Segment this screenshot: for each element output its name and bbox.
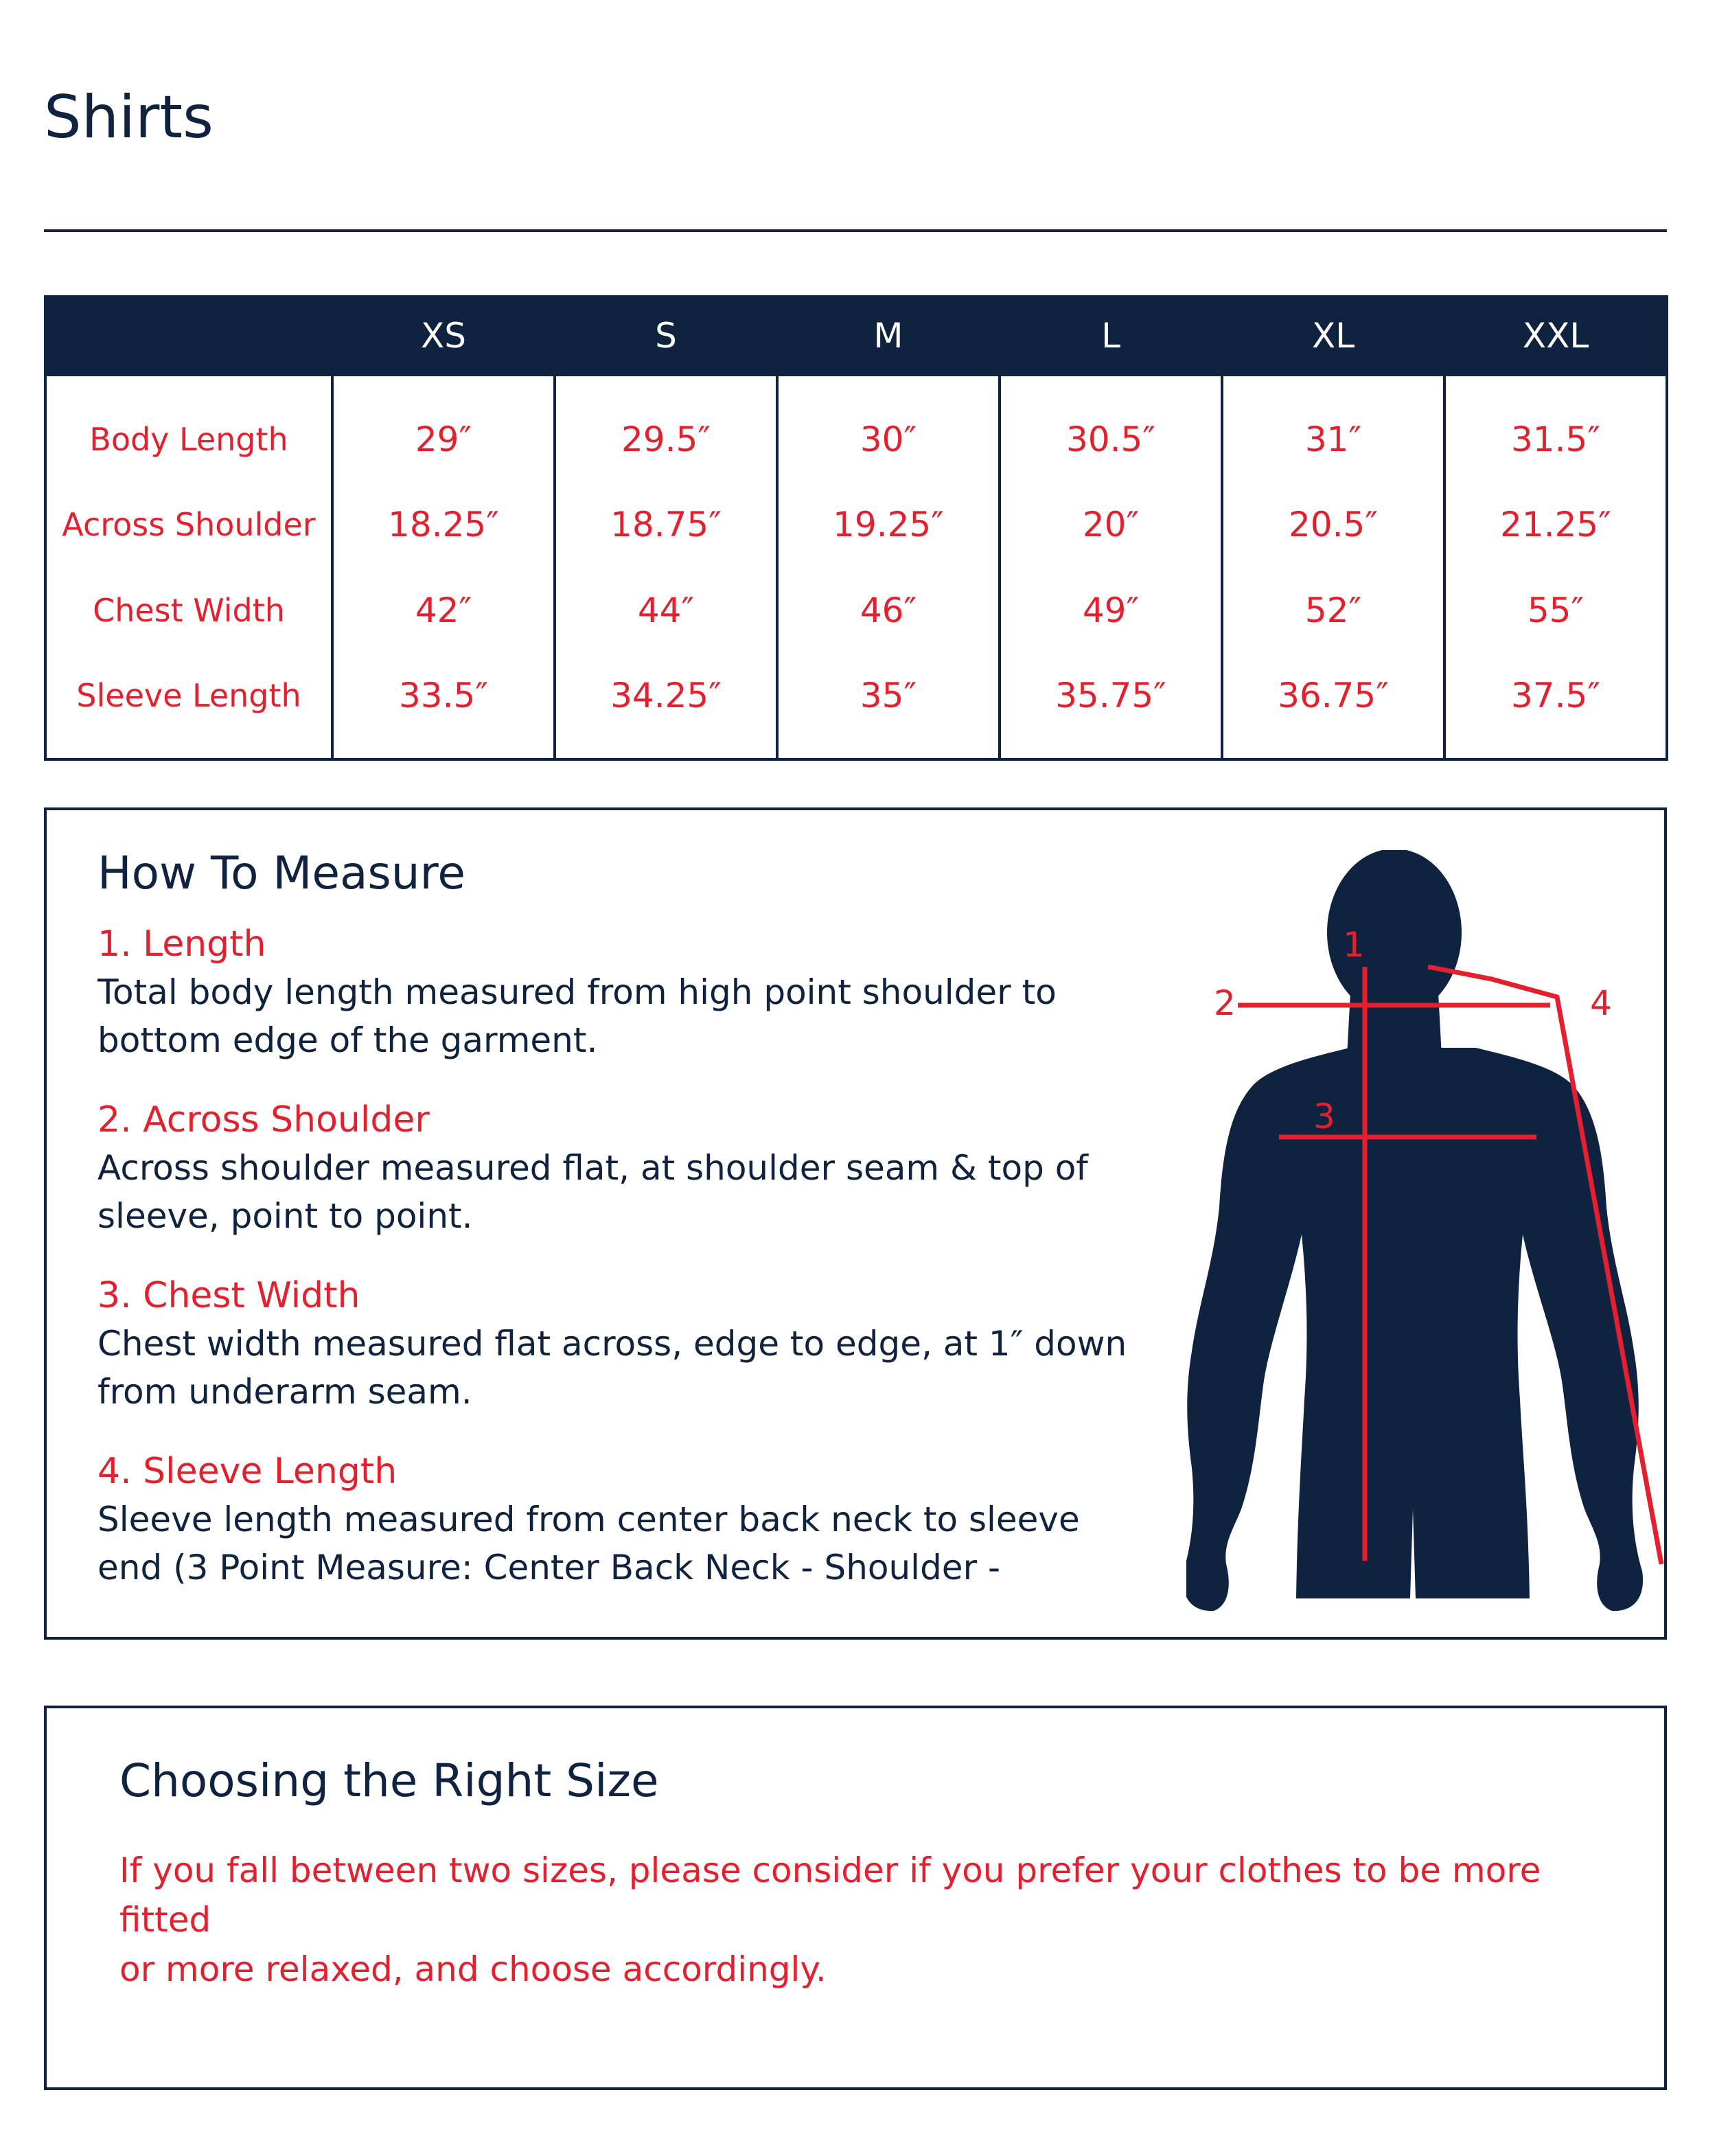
figure-label-2: 2 [1214, 983, 1236, 1023]
how-to-measure-panel [44, 807, 1667, 1640]
body-measurement-figure [1186, 850, 1667, 1640]
size-header-row [45, 297, 1667, 375]
table-cell: 30″ [777, 375, 1000, 481]
size-header-xs: XS [332, 297, 555, 375]
choosing-size-heading: Choosing the Right Size [119, 1754, 659, 1807]
table-cell: 37.5″ [1444, 653, 1667, 759]
table-row [45, 567, 1667, 653]
table-cell: 19.25″ [777, 481, 1000, 567]
how-to-measure-heading: How To Measure [97, 847, 465, 899]
size-header-l: L [1000, 297, 1222, 375]
table-cell: 36.75″ [1222, 653, 1444, 759]
measure-step-across-shoulder [97, 1096, 1141, 1240]
table-cell: 20.5″ [1222, 481, 1444, 567]
table-cell: 49″ [1000, 567, 1222, 653]
table-cell: 31″ [1222, 375, 1444, 481]
table-cell: 55″ [1444, 567, 1667, 653]
table-cell: 30.5″ [1000, 375, 1222, 481]
table-cell: 18.25″ [332, 481, 555, 567]
step-title: 2. Across Shoulder [97, 1099, 430, 1140]
table-cell: 35″ [777, 653, 1000, 759]
table-cell: 31.5″ [1444, 375, 1667, 481]
figure-label-3: 3 [1313, 1097, 1335, 1136]
measure-step-chest-width [97, 1272, 1141, 1416]
step-description-line: bottom edge of the garment. [97, 1020, 598, 1060]
step-title: 1. Length [97, 924, 266, 965]
choosing-size-text [119, 1846, 1616, 1994]
table-row [45, 375, 1667, 481]
table-cell: 20″ [1000, 481, 1222, 567]
row-label-sleeve-length: Sleeve Length [45, 653, 332, 759]
step-description-line: sleeve, point to point. [97, 1196, 473, 1236]
table-row [45, 653, 1667, 759]
step-description-line: Chest width measured flat across, edge to edge, at 1″ down [97, 1324, 1127, 1364]
size-header-xxl: XXL [1444, 297, 1667, 375]
table-cell: 42″ [332, 567, 555, 653]
size-header-xl: XL [1222, 297, 1444, 375]
step-description-line: Across shoulder measured flat, at shoulder seam & top of [97, 1148, 1088, 1188]
title-divider [44, 229, 1667, 232]
figure-label-1: 1 [1343, 925, 1365, 965]
table-cell: 29″ [332, 375, 555, 481]
size-chart-table [44, 295, 1668, 761]
row-label-chest-width: Chest Width [45, 567, 332, 653]
step-description-line: Sleeve length measured from center back neck to sleeve [97, 1500, 1080, 1539]
torso-silhouette-icon [1186, 850, 1643, 1611]
table-cell: 18.75″ [555, 481, 777, 567]
header-corner [45, 297, 332, 375]
choosing-size-line: or more relaxed, and choose accordingly. [119, 1949, 827, 1989]
choosing-size-panel [44, 1706, 1667, 2090]
table-cell: 35.75″ [1000, 653, 1222, 759]
size-header-m: M [777, 297, 1000, 375]
step-description-line: Total body length measured from high point shoulder to [97, 972, 1057, 1012]
step-title: 4. Sleeve Length [97, 1451, 397, 1492]
table-cell: 29.5″ [555, 375, 777, 481]
table-cell: 46″ [777, 567, 1000, 653]
table-cell: 33.5″ [332, 653, 555, 759]
figure-label-4: 4 [1590, 983, 1612, 1023]
measure-step-sleeve-length [97, 1447, 1141, 1592]
page-title: Shirts [44, 83, 214, 152]
table-cell: 21.25″ [1444, 481, 1667, 567]
row-label-across-shoulder: Across Shoulder [45, 481, 332, 567]
measure-step-length [97, 920, 1141, 1064]
table-cell: 44″ [555, 567, 777, 653]
step-description-line: from underarm seam. [97, 1372, 472, 1412]
choosing-size-line: If you fall between two sizes, please consider if you prefer your clothes to be more fitted [119, 1850, 1541, 1940]
step-title: 3. Chest Width [97, 1275, 360, 1316]
table-cell: 52″ [1222, 567, 1444, 653]
row-label-body-length: Body Length [45, 375, 332, 481]
size-header-s: S [555, 297, 777, 375]
measure-steps-list [97, 920, 1141, 1623]
step-description-line: end (3 Point Measure: Center Back Neck - Shoulder - [97, 1548, 1001, 1587]
table-row [45, 481, 1667, 567]
table-cell: 34.25″ [555, 653, 777, 759]
